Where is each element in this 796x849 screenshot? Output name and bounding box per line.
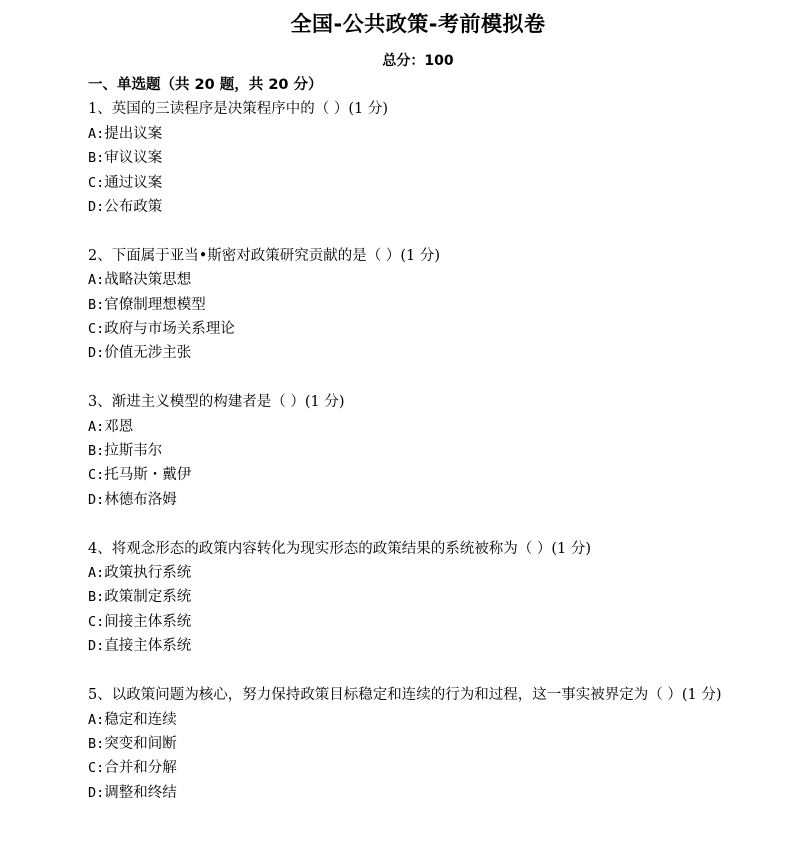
option-letter: B: — [88, 296, 105, 313]
option-letter: B: — [88, 589, 105, 606]
question-list — [88, 73, 748, 830]
option-c — [88, 317, 748, 341]
option-text: 政策执行系统 — [104, 565, 192, 582]
option-text: 邓恩 — [104, 418, 134, 435]
option-text: 通过议案 — [104, 174, 163, 191]
option-letter: A: — [88, 565, 105, 582]
option-text: 林德布洛姆 — [104, 491, 177, 508]
option-c — [88, 610, 748, 634]
option-text: 提出议案 — [104, 125, 163, 142]
option-text: 稳定和连续 — [104, 711, 177, 728]
option-c — [88, 171, 748, 195]
question-3 — [88, 390, 748, 512]
option-b — [88, 293, 748, 317]
option-b — [88, 146, 748, 170]
option-letter: D: — [88, 784, 105, 801]
question-5 — [88, 683, 748, 805]
option-letter: A: — [88, 418, 105, 435]
page-title: 全国-公共政策-考前模拟卷 — [290, 12, 546, 36]
question-text: 3、渐进主义模型的构建者是（ ）(1 分) — [88, 394, 345, 411]
section-heading: 一、单选题（共 20 题，共 20 分） — [88, 77, 323, 93]
option-letter: C: — [88, 467, 105, 484]
question-text: 5、以政策问题为核心，努力保持政策目标稳定和连续的行为和过程，这一事实被界定为（ ）(1 分) — [88, 687, 722, 704]
question-1 — [88, 97, 748, 219]
question-text: 2、下面属于亚当•斯密对政策研究贡献的是（ ）(1 分) — [88, 247, 441, 264]
option-text: 拉斯韦尔 — [104, 443, 163, 460]
option-text: 战略决策思想 — [104, 272, 192, 289]
option-text: 官僚制理想模型 — [104, 296, 206, 313]
option-letter: C: — [88, 321, 105, 338]
question-text: 1、英国的三读程序是决策程序中的（ ）(1 分) — [88, 101, 388, 118]
option-letter: C: — [88, 760, 105, 777]
option-text: 审议议案 — [104, 150, 163, 167]
option-a — [88, 708, 748, 732]
option-letter: D: — [88, 638, 105, 655]
option-text: 托马斯・戴伊 — [104, 467, 192, 484]
option-c — [88, 756, 748, 780]
option-letter: A: — [88, 125, 105, 142]
option-text: 政策制定系统 — [104, 589, 192, 606]
option-b — [88, 732, 748, 756]
option-letter: B: — [88, 735, 105, 752]
option-d — [88, 341, 748, 365]
option-text: 间接主体系统 — [104, 613, 192, 630]
option-letter: C: — [88, 613, 105, 630]
option-letter: C: — [88, 174, 105, 191]
option-a — [88, 561, 748, 585]
option-text: 政府与市场关系理论 — [104, 321, 235, 338]
option-letter: D: — [88, 491, 105, 508]
option-d — [88, 781, 748, 805]
question-2 — [88, 244, 748, 366]
option-text: 突变和间断 — [104, 735, 177, 752]
option-a — [88, 268, 748, 292]
total-score: 总分：100 — [382, 53, 454, 69]
option-letter: D: — [88, 199, 105, 216]
question-4 — [88, 537, 748, 659]
option-text: 公布政策 — [104, 199, 163, 216]
option-letter: A: — [88, 711, 105, 728]
option-text: 调整和终结 — [104, 784, 177, 801]
option-text: 直接主体系统 — [104, 638, 192, 655]
option-text: 合并和分解 — [104, 760, 177, 777]
option-b — [88, 439, 748, 463]
option-letter: B: — [88, 150, 105, 167]
option-a — [88, 122, 748, 146]
option-c — [88, 463, 748, 487]
option-letter: B: — [88, 443, 105, 460]
option-d — [88, 488, 748, 512]
option-letter: D: — [88, 345, 105, 362]
option-d — [88, 195, 748, 219]
option-b — [88, 585, 748, 609]
option-text: 价值无涉主张 — [104, 345, 192, 362]
option-d — [88, 634, 748, 658]
option-letter: A: — [88, 272, 105, 289]
question-text: 4、将观念形态的政策内容转化为现实形态的政策结果的系统被称为（ ）(1 分) — [88, 540, 591, 557]
option-a — [88, 415, 748, 439]
